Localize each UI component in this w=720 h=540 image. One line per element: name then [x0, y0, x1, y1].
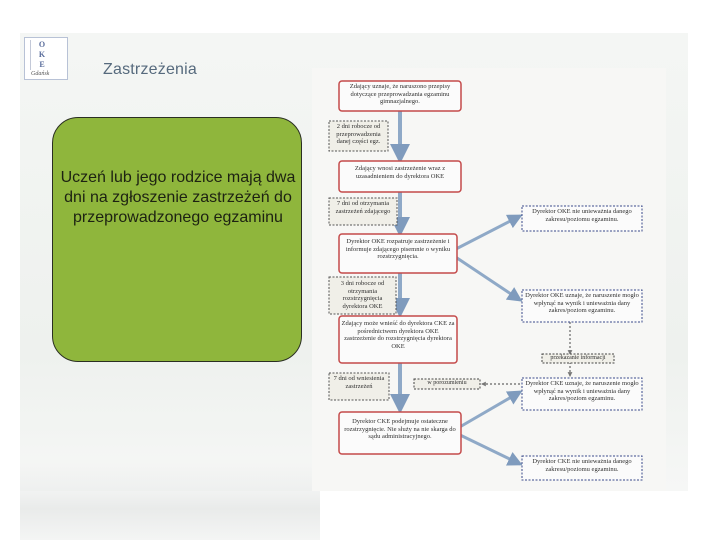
note-text: 2 dni robocze od przeprowadzenia danej części egz. — [336, 123, 381, 145]
step-text: Dyrektor OKE rozpatruje zastrzeżenie i informuje zdającego pisemnie o wyniku rozstrzygnięcia. — [345, 238, 451, 260]
step-text: Zdający uznaje, że naruszono przepisy dotyczące przeprowadzania egzaminu gimnazjalnego. — [349, 83, 451, 105]
logo-letter: K — [38, 50, 46, 59]
dotted-connectors — [482, 322, 570, 384]
logo-letter: E — [39, 60, 45, 69]
callout-text: Uczeń lub jego rodzice mają dwa dni na zgłoszenie zastrzeżeń do przeprowadzonego egzaminu — [60, 169, 296, 226]
side-label: w porozumieniu — [427, 380, 467, 386]
note-text: 7 dni od otrzymania zastrzeżeń zdającego — [335, 200, 391, 215]
outcome-text: Dyrektor OKE uznaje, że naruszenie mogło wpłynąć na wynik i unieważnia dany zakres/poziom egzaminu. — [525, 292, 639, 314]
branch-arrows — [454, 216, 520, 464]
branch-arrow — [458, 434, 520, 464]
note-text: 3 dni robocze od otrzymania rozstrzygnięcia dyrektora OKE — [340, 280, 385, 310]
step-text: Zdający wnosi zastrzeżenie wraz z uzasadnieniem do dyrektora OKE — [354, 165, 446, 180]
note-text: 7 dni od wniesienia zastrzeżeń — [333, 375, 385, 390]
branch-arrow — [454, 256, 520, 300]
logo-city: Gdańsk — [31, 71, 50, 77]
branch-arrow — [458, 392, 520, 428]
outcome-text: Dyrektor CKE uznaje, że naruszenie mogło wpłynąć na wynik i unieważnia dany zakres/poziom egzaminu. — [525, 380, 639, 402]
step-text: Zdający może wnieść do dyrektora CKE za pośrednictwem dyrektora OKE zastrzeżenie do rozstrzygnięcia dyrektora OKE — [341, 320, 455, 350]
side-label: przekazanie informacji — [550, 355, 606, 361]
outcome-boxes — [522, 206, 642, 480]
branch-arrow — [454, 216, 520, 250]
outcome-text: Dyrektor CKE nie unieważnia danego zakresu/poziomu egzaminu. — [532, 458, 632, 473]
outcome-text: Dyrektor OKE nie unieważnia danego zakresu/poziomu egzaminu. — [532, 208, 632, 223]
logo-letter: O — [38, 40, 46, 49]
step-text: Dyrektor CKE podejmuje ostateczne rozstrzygnięcie. Nie służy na nie skarga do sądu administracyjnego. — [344, 418, 456, 440]
slide-title: Zastrzeżenia — [103, 61, 197, 78]
